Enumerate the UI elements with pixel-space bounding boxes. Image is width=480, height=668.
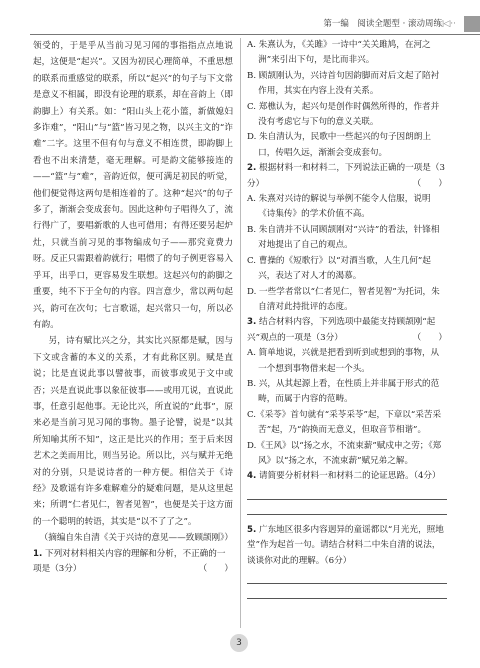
header-arrows-icon: ◁◁·· bbox=[436, 19, 456, 29]
answer-line[interactable] bbox=[247, 598, 447, 599]
question-number: 1. bbox=[33, 548, 43, 559]
question-stem: 广东地区很多内容迥异的童谣都以“月光光，照地堂”作为起首一句。请结合材料二中朱自清的说法，谈谈你对此的理解。（6分） bbox=[247, 524, 444, 566]
option-c: C. 曹操的《短歌行》以“对酒当歌，人生几何”起兴，表达了对人才的渴慕。 bbox=[247, 255, 431, 282]
question-stem: 根据材料一和材料二，下列说法正确的一项是（3分） bbox=[247, 163, 445, 189]
option-a: A. 简单地说，兴就是把看到听到或想到的事物，从一个想到事物借来起一个头。 bbox=[247, 348, 440, 374]
option-c: C. 郑樵认为，起兴句是创作时偶然所得的，作者并没有考虑它与下句的意义关联。 bbox=[247, 101, 440, 128]
answer-blank[interactable]: （ ） bbox=[198, 564, 233, 574]
option-a: A. 朱熹认为，《关雎》一诗中“关关雎鸠，在河之洲”来引出下句，是比而非兴。 bbox=[247, 40, 431, 66]
option-d: D.《王风》以“扬之水，不流束薪”赋戍申之劳；《郑风》以“扬之水，不流束薪”赋兄弟之解。 bbox=[247, 440, 442, 466]
answer-blank[interactable]: （ ） bbox=[412, 178, 447, 189]
left-column bbox=[33, 38, 233, 577]
option-d: D. 一些学者常以“仁者见仁，智者见智”为托词，朱自清对此持批评的态度。 bbox=[247, 286, 440, 312]
option-b: B. 顾颉刚认为，兴诗首句因韵脚而对后文起了陪衬作用，其实在内容上没有关系。 bbox=[247, 70, 440, 97]
option-c: C.《采苓》首句就有“采苓采苓”起，下章以“采苦采苦”起，乃“韵换而无意义，但取音节相谐”。 bbox=[247, 409, 442, 436]
question-5 bbox=[247, 523, 447, 569]
answer-blank[interactable]: （ ） bbox=[412, 332, 447, 343]
question-number: 3. bbox=[247, 317, 257, 328]
passage-paragraph: 领受的，于是乎从当前习见习闻的事指指点点地说起，这便是“起兴”。又因为初民心理简单，不重思想的联系而重感觉的联系，所以“起兴”的句子与下文常是意义不相属，即没有论理的联系，却在音韵上（即韵脚上）有关系。如：“阳山头上花小篮，新做媳妇多诈难”，“阳山”与“篮”皆习见之物，以兴主文的“诈难”二字。这里不但有句与意义不相连贯，即韵脚上看也不出来清楚，毫无理解。可是韵文能够接连的——“篮”与“难”，音韵近似，便可满足初民的听觉，他们便觉得这两句是相连着的了。这种“起兴”的句子多了，渐渐会变成套句。因此这种句子唱得久了，流行得广了，要唱新歌的人也可借用；有得还要另起炉灶，只就当前习见的事物编成句子——那究竟费力呀。反正只需跟着韵就行；唱惯了的句子例更容易入乎耳，出乎口，更容易发生联想。这起兴句的韵脚之重要，纯不下于全句的内容。四言意少，常以两句起兴，韵可在次句；七言歌谣，起兴常只一句，所以必有韵。 bbox=[33, 41, 233, 330]
question-number: 2. bbox=[247, 163, 257, 174]
question-1 bbox=[33, 547, 233, 578]
question-stem: 下列对材料相关内容的理解和分析，不正确的一项是（3分） bbox=[33, 548, 226, 574]
question-stem: 结合材料内容，下列选项中最能支持顾颉刚“起兴”观点的一项是（3分） bbox=[247, 317, 436, 343]
question-3 bbox=[247, 315, 447, 346]
header-title: 第一编 阅读全题型 · 滚动周练 bbox=[323, 19, 442, 29]
option-b: B. 朱自清并不认同顾颉刚对“兴诗”的看法，针锋相对地提出了自己的观点。 bbox=[247, 224, 440, 251]
answer-line[interactable] bbox=[247, 499, 447, 500]
header-rule bbox=[30, 34, 480, 35]
question-number: 5. bbox=[247, 524, 257, 535]
option-a: A. 朱熹对兴诗的解说与举例不能令人信服，说明《诗集传》的学术价值不高。 bbox=[247, 194, 431, 220]
answer-line[interactable] bbox=[247, 583, 447, 584]
passage-source: （摘编自朱自清《关于兴诗的意见——致顾颉刚》） bbox=[39, 533, 233, 544]
header-tab-block bbox=[464, 16, 480, 32]
option-b: B. 兴，从其起源上看，在性质上并非属于形式的范畴，而属于内容的范畴。 bbox=[247, 378, 440, 405]
question-4 bbox=[247, 469, 447, 484]
question-stem: 请简要分析材料一和材料二的论证思路。（4分） bbox=[258, 471, 441, 482]
right-column bbox=[247, 38, 447, 599]
passage-paragraph: 另，诗有赋比兴之分，其实比兴原都是赋，因与下文或含蓄的本义的关系，才有此称区别。赋是直说；比是直说此事以譬彼事，而彼事或见于文中或否；兴是直说此事以象征彼事——或用兀说，直说此事，任意引起他事。无论比兴，所直说的“此事”，原来必是当前习见习闻的事物。墨子论譬，说是“以其所知喻其所不知”，这正是比兴的作用；至于后来因艺术之美而用比，则当另论。所以比，兴与赋并无绝对的分别，只是说诗者的一种方便。相信关于《诗经》及歌谣有许多难解难分的疑难问题，是从这里起来；所谓“仁者见仁，智者见智”，也便是关于这方面的一个聪明的转语，其实是“以不了了之”。 bbox=[33, 336, 233, 527]
option-d: D. 朱自清认为，民歌中一些起兴的句子因朗朗上口，传唱久远，渐渐会变成套句。 bbox=[247, 132, 431, 158]
page-number: 3 bbox=[230, 634, 248, 652]
answer-line[interactable] bbox=[247, 514, 447, 515]
page-header bbox=[0, 16, 480, 32]
question-number: 4. bbox=[247, 471, 257, 482]
column-divider bbox=[240, 38, 241, 628]
question-2 bbox=[247, 161, 447, 192]
